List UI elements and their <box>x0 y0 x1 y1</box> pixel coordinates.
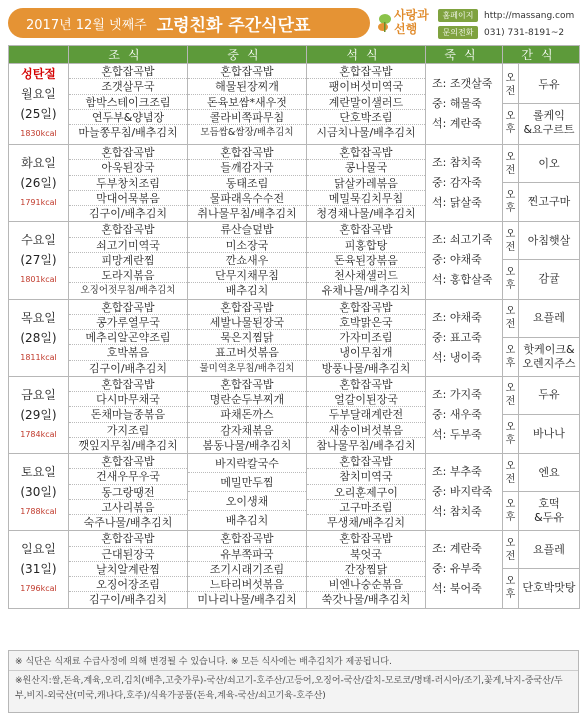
day-row <box>9 222 580 299</box>
menu-item: 돈육된장볶음 <box>307 253 425 268</box>
snack-pm: 롤케익 &요구르트 <box>523 109 575 136</box>
label-char: 전 <box>505 396 516 408</box>
header-dinner: 석식 <box>307 46 426 64</box>
day-kcal: 1788kcal <box>20 507 57 517</box>
lunch-cell <box>188 145 307 222</box>
menu-item: 감자채볶음 <box>188 423 306 438</box>
day-cell <box>9 454 69 531</box>
menu-item: 호박맑은국 <box>307 315 425 330</box>
porridge-item: 석: 닭살죽 <box>432 196 482 210</box>
header-snack: 간식 <box>503 46 580 64</box>
label-char: 전 <box>505 85 516 97</box>
label-char: 전 <box>505 550 516 562</box>
day-name: 일요일 <box>21 542 56 557</box>
day-kcal: 1796kcal <box>20 584 57 594</box>
porridge-item: 석: 북어죽 <box>432 582 482 596</box>
menu-item: 취나물무침/배추김치 <box>197 207 297 220</box>
menu-item: 막대어묵볶음 <box>69 191 187 206</box>
day-row <box>9 64 580 145</box>
menu-item: 혼합잡곡밥 <box>188 64 306 79</box>
pm-label <box>503 569 518 607</box>
porridge-item: 조: 참치죽 <box>432 156 482 170</box>
am-pm-cell <box>503 64 519 145</box>
menu-item: 혼합잡곡밥 <box>188 300 306 315</box>
breakfast-cell <box>69 145 188 222</box>
breakfast-cell <box>69 64 188 145</box>
porridge-item: 중: 바지락죽 <box>432 485 493 499</box>
menu-item: 유부쪽파국 <box>188 547 306 562</box>
contact-info <box>438 8 579 42</box>
menu-item: 물파래옥수수전 <box>188 191 306 206</box>
menu-item: 근대된장국 <box>69 547 187 562</box>
menu-item: 피망계란찜 <box>69 253 187 268</box>
menu-item: 무생채/배추김치 <box>326 516 406 529</box>
snack-am: 두유 <box>519 377 579 415</box>
day-kcal: 1830kcal <box>20 129 57 138</box>
label-char: 오 <box>505 111 516 122</box>
porridge-item: 석: 참치죽 <box>432 505 482 519</box>
phone-number: 031) 731-8191~2 <box>484 27 565 38</box>
porridge-cell <box>426 145 503 222</box>
porridge-item: 중: 감자죽 <box>432 176 482 190</box>
menu-item: 김구이/배추김치 <box>88 361 168 375</box>
menu-item: 아욱된장국 <box>69 160 187 175</box>
label-char: 후 <box>505 203 516 215</box>
period-label: 2017년 12월 넷째주 <box>26 17 147 33</box>
leaf-icon <box>376 12 394 34</box>
snack-pm: 단호박맛탕 <box>522 581 576 595</box>
day-kcal: 1791kcal <box>20 198 57 208</box>
menu-item: 쇠고기미역국 <box>69 238 187 253</box>
menu-item: 메밀만두찜 <box>188 473 306 492</box>
snack-cell <box>519 454 580 531</box>
page-title: 고령친화 주간식단표 <box>156 15 311 36</box>
menu-item: 단호박조림 <box>307 110 425 125</box>
day-date: (30일) <box>20 485 57 500</box>
label-char: 후 <box>505 589 516 601</box>
menu-item: 고구마조림 <box>307 500 425 515</box>
porridge-cell <box>426 454 503 531</box>
menu-item: 콩나물국 <box>307 160 425 175</box>
label-char: 오 <box>505 151 516 163</box>
menu-item: 팽이버섯미역국 <box>307 79 425 94</box>
snack-cell <box>519 531 580 608</box>
day-name: 목요일 <box>21 310 56 325</box>
porridge-item: 조: 쇠고기죽 <box>432 233 493 247</box>
label-char: 오 <box>505 576 516 588</box>
porridge-cell <box>426 376 503 453</box>
menu-item: 혼합잡곡밥 <box>307 145 425 160</box>
menu-item: 다시마무채국 <box>69 392 187 407</box>
menu-item: 고사리볶음 <box>69 500 187 515</box>
menu-item: 혼합잡곡밥 <box>188 145 306 160</box>
menu-item: 오징어장조림 <box>69 577 187 592</box>
menu-item: 천사채샐러드 <box>307 268 425 283</box>
label-char: 오 <box>505 460 516 472</box>
snack-pm: 호떡 &두유 <box>534 497 564 525</box>
snack-cell <box>519 376 580 453</box>
menu-item: 돈채마늘종볶음 <box>69 407 187 422</box>
lunch-cell <box>188 531 307 608</box>
am-label <box>503 531 518 569</box>
pm-label <box>503 492 518 530</box>
label-char: 전 <box>505 164 516 176</box>
label-char: 오 <box>505 267 516 279</box>
porridge-item: 조: 계란죽 <box>432 542 482 556</box>
header-porridge: 죽식 <box>426 46 503 64</box>
porridge-cell <box>426 64 503 145</box>
day-date: (27일) <box>20 253 57 268</box>
menu-item: 미소장국 <box>188 238 306 253</box>
day-kcal: 1801kcal <box>20 275 57 285</box>
am-pm-cell <box>503 376 519 453</box>
weekly-menu-table <box>8 45 580 609</box>
menu-item: 해물된장찌개 <box>188 79 306 94</box>
label-char: 오 <box>505 383 516 395</box>
menu-item: 메추리알곤약조림 <box>69 330 187 345</box>
menu-item: 배추김치 <box>225 514 269 527</box>
label-char: 전 <box>505 473 516 485</box>
porridge-item: 중: 표고죽 <box>432 330 482 344</box>
porridge-cell <box>426 222 503 299</box>
snack-am: 이오 <box>519 145 579 183</box>
menu-item: 혼합잡곡밥 <box>307 454 425 469</box>
menu-item: 피홍합탕 <box>307 238 425 253</box>
logo-line-1: 사랑과 <box>394 8 429 22</box>
am-label <box>503 222 518 260</box>
menu-item: 혼합잡곡밥 <box>307 300 425 315</box>
porridge-item: 조: 가지죽 <box>432 387 482 401</box>
corner-cell <box>9 46 69 64</box>
pm-label <box>503 415 518 453</box>
am-label <box>503 66 518 104</box>
homepage-label: 홈페이지 <box>438 9 478 22</box>
am-label <box>503 377 518 415</box>
header <box>8 4 579 42</box>
porridge-item: 중: 야채죽 <box>432 253 482 267</box>
menu-item: 닭살카레볶음 <box>307 176 425 191</box>
snack-am: 두유 <box>519 66 579 104</box>
menu-item: 깻잎지무침/배추김치 <box>78 438 178 452</box>
label-char: 오 <box>505 421 516 433</box>
day-date: (28일) <box>20 330 57 345</box>
breakfast-cell <box>69 376 188 453</box>
menu-item: 혼합잡곡밥 <box>188 531 306 546</box>
menu-item: 김구이/배추김치 <box>88 207 168 220</box>
menu-item: 김구이/배추김치 <box>88 593 168 607</box>
menu-item: 두부달래계란전 <box>307 407 425 422</box>
menu-item: 가자미조림 <box>307 330 425 345</box>
am-pm-cell <box>503 531 519 608</box>
label-char: 후 <box>505 434 516 446</box>
menu-item: 봄동나물/배추김치 <box>202 438 292 452</box>
pm-label <box>503 338 518 376</box>
menu-item: 호박볶음 <box>69 345 187 360</box>
day-date: (31일) <box>20 562 57 577</box>
menu-item: 숙주나물/배추김치 <box>83 516 173 529</box>
day-name: 금요일 <box>21 387 56 402</box>
menu-item: 배추김치 <box>225 284 269 298</box>
menu-item: 도라지볶음 <box>69 268 187 283</box>
lunch-cell <box>188 454 307 531</box>
menu-item: 참치미역국 <box>307 469 425 484</box>
day-row <box>9 299 580 376</box>
label-char: 전 <box>505 319 516 331</box>
menu-item: 바지락칼국수 <box>188 454 306 473</box>
label-char: 후 <box>505 512 516 524</box>
porridge-item: 중: 해물죽 <box>432 97 482 110</box>
dinner-cell <box>307 145 426 222</box>
day-kcal: 1811kcal <box>20 352 57 362</box>
menu-item: 미나리나물/배추김치 <box>197 593 297 607</box>
menu-item: 참나물무침/배추김치 <box>316 438 416 452</box>
menu-item: 콜라비쪽파무침 <box>188 110 306 125</box>
label-char: 오 <box>505 344 516 356</box>
snack-pm: 핫케이크& 오렌지주스 <box>522 342 576 370</box>
dinner-cell <box>307 376 426 453</box>
menu-item: 계란말이샐러드 <box>307 95 425 110</box>
menu-item: 방풍나물/배추김치 <box>321 361 411 375</box>
porridge-item: 조: 조갯살죽 <box>432 77 493 90</box>
menu-item: 혼합잡곡밥 <box>307 377 425 392</box>
menu-item: 함박스테이크조림 <box>69 95 187 110</box>
label-char: 오 <box>505 537 516 549</box>
label-char: 전 <box>505 241 516 253</box>
menu-item: 깐쇼새우 <box>188 253 306 268</box>
menu-item: 냉이무침개 <box>307 345 425 360</box>
menu-item: 혼합잡곡밥 <box>188 377 306 392</box>
snack-cell <box>519 222 580 299</box>
menu-item: 쑥갓나물/배추김치 <box>321 593 411 607</box>
label-char: 후 <box>505 357 516 369</box>
dinner-cell <box>307 454 426 531</box>
pm-label <box>503 260 518 298</box>
menu-item: 모듬쌈&쌈장/배추김치 <box>200 127 294 138</box>
menu-item: 파채돈까스 <box>188 407 306 422</box>
menu-item: 물미역초무침/배추김치 <box>199 362 295 374</box>
day-cell <box>9 145 69 222</box>
menu-item: 마늘쫑무침/배추김치 <box>78 126 178 139</box>
day-row <box>9 454 580 531</box>
porridge-item: 석: 계란죽 <box>432 117 482 130</box>
menu-item: 묵은지찜닭 <box>188 330 306 345</box>
menu-item: 조기시래기조림 <box>188 562 306 577</box>
menu-item: 혼합잡곡밥 <box>69 454 187 469</box>
menu-item: 혼합잡곡밥 <box>307 222 425 237</box>
label-char: 오 <box>505 190 516 202</box>
am-pm-cell <box>503 299 519 376</box>
snack-pm: 바나나 <box>533 426 565 440</box>
menu-item: 명란순두부찌개 <box>188 392 306 407</box>
breakfast-cell <box>69 531 188 608</box>
snack-pm: 찐고구마 <box>527 195 571 209</box>
menu-item: 오이생채 <box>188 492 306 511</box>
snack-am: 엔요 <box>519 454 579 492</box>
am-label <box>503 300 518 338</box>
breakfast-cell <box>69 454 188 531</box>
menu-item: 혼합잡곡밥 <box>69 300 187 315</box>
header-lunch: 중식 <box>188 46 307 64</box>
day-name: 월요일 <box>21 87 56 101</box>
porridge-cell <box>426 531 503 608</box>
day-cell <box>9 376 69 453</box>
day-row <box>9 145 580 222</box>
snack-cell <box>519 145 580 222</box>
dinner-cell <box>307 64 426 145</box>
title-bar <box>8 8 370 38</box>
day-name: 수요일 <box>21 233 56 248</box>
am-pm-cell <box>503 454 519 531</box>
porridge-cell <box>426 299 503 376</box>
snack-am: 요플레 <box>519 300 579 338</box>
dinner-cell <box>307 531 426 608</box>
dinner-cell <box>307 299 426 376</box>
menu-item: 두부창치조림 <box>69 176 187 191</box>
porridge-item: 중: 새우죽 <box>432 407 482 421</box>
pm-label <box>503 183 518 221</box>
header-breakfast: 조식 <box>69 46 188 64</box>
label-char: 오 <box>505 228 516 240</box>
menu-item: 건새우무우국 <box>69 469 187 484</box>
label-char: 오 <box>505 72 516 84</box>
label-char: 후 <box>505 124 516 135</box>
menu-item: 오리훈제구이 <box>307 485 425 500</box>
menu-item: 혼합잡곡밥 <box>69 377 187 392</box>
label-char: 오 <box>505 306 516 318</box>
footer-note-1: ※ 식단은 식재료 수급사정에 의해 변경될 수 있습니다. ※ 모든 식사에는 배추김치가 제공됩니다. <box>9 651 578 671</box>
menu-item: 연두부&양념장 <box>69 110 187 125</box>
footer-notes <box>8 650 579 713</box>
day-kcal: 1784kcal <box>20 429 57 439</box>
menu-item: 혼합잡곡밥 <box>307 64 425 79</box>
snack-cell <box>519 299 580 376</box>
am-pm-cell <box>503 222 519 299</box>
porridge-item: 중: 유부죽 <box>432 562 482 576</box>
menu-item: 유채나물/배추김치 <box>321 284 411 298</box>
menu-item: 혼합잡곡밥 <box>69 222 187 237</box>
snack-cell <box>519 64 580 145</box>
day-cell <box>9 222 69 299</box>
porridge-item: 석: 홍합살죽 <box>432 273 493 287</box>
am-pm-cell <box>503 145 519 222</box>
menu-item: 표고버섯볶음 <box>188 345 306 360</box>
company-logo <box>374 6 434 40</box>
holiday-label: 성탄절 <box>21 67 56 81</box>
day-cell <box>9 299 69 376</box>
menu-item: 조갯살무국 <box>69 79 187 94</box>
breakfast-cell <box>69 222 188 299</box>
menu-item: 오징어젓무침/배추김치 <box>80 285 176 297</box>
dinner-cell <box>307 222 426 299</box>
menu-item: 혼합잡곡밥 <box>69 145 187 160</box>
menu-item: 동그랑땡전 <box>69 485 187 500</box>
snack-am: 요플레 <box>519 531 579 569</box>
day-cell <box>9 531 69 608</box>
menu-item: 혼합잡곡밥 <box>69 64 187 79</box>
day-row <box>9 376 580 453</box>
menu-item: 들깨감자국 <box>188 160 306 175</box>
menu-item: 비엔나숭순볶음 <box>307 577 425 592</box>
menu-item: 북엇국 <box>307 547 425 562</box>
menu-item: 동태조림 <box>188 176 306 191</box>
lunch-cell <box>188 376 307 453</box>
day-name: 화요일 <box>21 156 56 171</box>
menu-item: 느타리버섯볶음 <box>188 577 306 592</box>
menu-item: 시금치나물/배추김치 <box>316 126 416 139</box>
day-row <box>9 531 580 608</box>
porridge-item: 조: 부추죽 <box>432 465 482 479</box>
label-char: 오 <box>505 499 516 511</box>
am-label <box>503 454 518 492</box>
day-date: (26일) <box>20 176 57 191</box>
lunch-cell <box>188 299 307 376</box>
phone-label: 문의전화 <box>438 26 478 39</box>
menu-item: 류산슬덮밥 <box>188 222 306 237</box>
menu-item: 혼합잡곡밥 <box>69 531 187 546</box>
menu-item: 새송이버섯볶음 <box>307 423 425 438</box>
day-date: (25일) <box>20 107 57 121</box>
label-char: 후 <box>505 280 516 292</box>
porridge-item: 조: 야채죽 <box>432 310 482 324</box>
breakfast-cell <box>69 299 188 376</box>
snack-pm: 감귤 <box>538 272 560 286</box>
lunch-cell <box>188 222 307 299</box>
menu-item: 단무지채무침 <box>188 268 306 283</box>
menu-item: 얼갈이된장국 <box>307 392 425 407</box>
logo-line-2: 선행 <box>394 22 418 36</box>
day-name: 토요일 <box>21 465 56 480</box>
menu-item: 혼합잡곡밥 <box>307 531 425 546</box>
menu-item: 청경채나물/배추김치 <box>316 207 416 220</box>
porridge-item: 석: 두부죽 <box>432 427 482 441</box>
menu-item: 가지조림 <box>69 423 187 438</box>
menu-item: 날치알계란찜 <box>69 562 187 577</box>
day-date: (29일) <box>20 407 57 422</box>
homepage-link[interactable]: http://massang.com <box>484 10 575 21</box>
lunch-cell <box>188 64 307 145</box>
menu-item: 돈육보쌈*새우젓 <box>188 95 306 110</box>
snack-am: 아침햇살 <box>519 222 579 260</box>
day-cell <box>9 64 69 145</box>
porridge-item: 석: 냉이죽 <box>432 350 482 364</box>
footer-note-2: ※원산지:쌀,돈육,계육,오리,김치(배추,고춧가루)-국산/쇠고기-호주산/고등어,오징어-국산/갈치-모로코/명태-러시아/조기,꽃게,낙지-중국산/두부,비지-외국산(미국,캐나다,호주)/식육가공품(돈육,계육-국산/쇠고기육-호주산) <box>15 676 563 701</box>
menu-item: 메밀묵김치무침 <box>307 191 425 206</box>
am-label <box>503 145 518 183</box>
menu-item: 콩가루열무국 <box>69 315 187 330</box>
menu-item: 간장찜닭 <box>307 562 425 577</box>
pm-label <box>503 104 518 142</box>
menu-item: 세발나물된장국 <box>188 315 306 330</box>
